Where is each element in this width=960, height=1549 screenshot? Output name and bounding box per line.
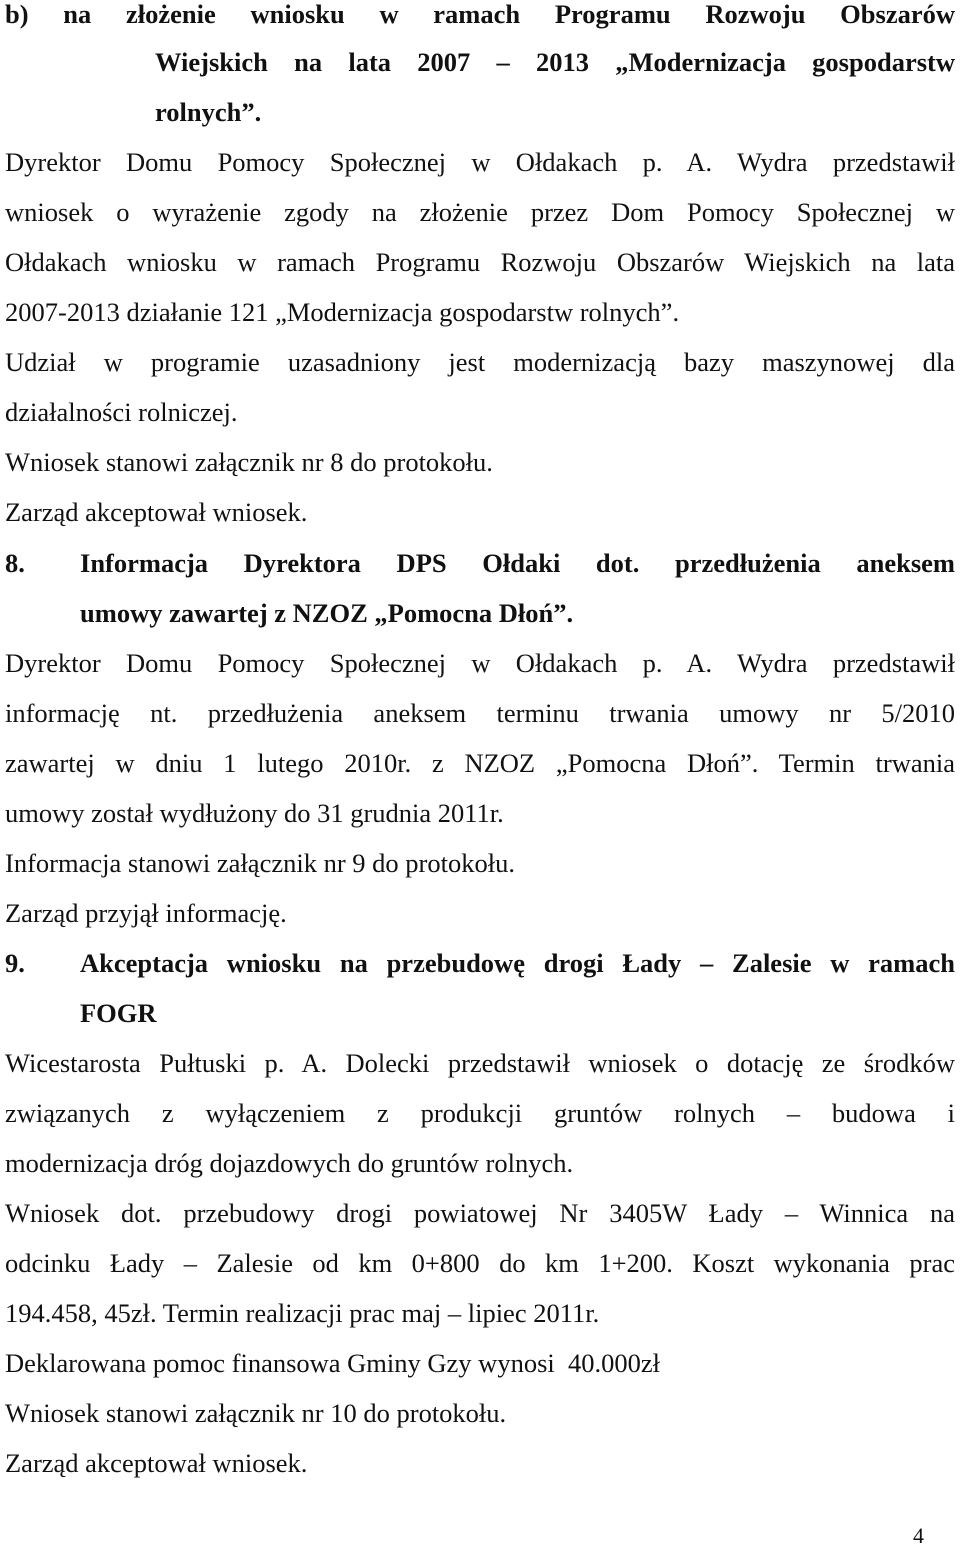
section-b-line-1: b) na złożenie wniosku w ramach Programu Rozwoju Obszarów bbox=[5, 0, 955, 29]
page-number: 4 bbox=[913, 1523, 924, 1548]
section-b-line-3: rolnych”. bbox=[155, 97, 262, 127]
paragraph-2-line-4: umowy został wydłużony do 31 grudnia 2011r. bbox=[5, 798, 504, 828]
paragraph-3-line-6: 194.458, 45zł. Termin realizacji prac maj – lipiec 2011r. bbox=[5, 1298, 600, 1328]
paragraph-3-line-7: Deklarowana pomoc finansowa Gminy Gzy wynosi 40.000zł bbox=[5, 1348, 660, 1378]
paragraph-2-line-6: Zarząd przyjął informację. bbox=[5, 898, 287, 928]
section-b-line-2: Wiejskich na lata 2007 – 2013 „Modernizacja gospodarstw bbox=[155, 47, 955, 77]
paragraph-3-line-2: związanych z wyłączeniem z produkcji gruntów rolnych – budowa i bbox=[5, 1098, 955, 1128]
paragraph-3-line-9: Zarząd akceptował wniosek. bbox=[5, 1448, 308, 1478]
paragraph-3-line-4: Wniosek dot. przebudowy drogi powiatowej Nr 3405W Łady – Winnica na bbox=[5, 1198, 955, 1228]
paragraph-1-line-5: Udział w programie uzasadniony jest modernizacją bazy maszynowej dla bbox=[5, 347, 955, 377]
paragraph-2-line-1: Dyrektor Domu Pomocy Społecznej w Ołdakach p. A. Wydra przedstawił bbox=[5, 648, 955, 678]
paragraph-1-line-3: Ołdakach wniosku w ramach Programu Rozwoju Obszarów Wiejskich na lata bbox=[5, 247, 955, 277]
paragraph-1-line-6: działalności rolniczej. bbox=[5, 397, 238, 427]
section-8-number: 8. bbox=[5, 548, 25, 578]
paragraph-1-line-2: wniosek o wyrażenie zgody na złożenie przez Dom Pomocy Społecznej w bbox=[5, 197, 955, 227]
paragraph-1-line-4: 2007-2013 działanie 121 „Modernizacja gospodarstw rolnych”. bbox=[5, 297, 680, 327]
paragraph-3-line-1: Wicestarosta Pułtuski p. A. Dolecki przedstawił wniosek o dotację ze środków bbox=[5, 1048, 955, 1078]
section-9-number: 9. bbox=[5, 948, 25, 978]
paragraph-3-line-5: odcinku Łady – Zalesie od km 0+800 do km 1+200. Koszt wykonania prac bbox=[5, 1248, 955, 1278]
paragraph-2-line-5: Informacja stanowi załącznik nr 9 do protokołu. bbox=[5, 848, 515, 878]
paragraph-3-line-8: Wniosek stanowi załącznik nr 10 do protokołu. bbox=[5, 1398, 507, 1428]
paragraph-1-line-1: Dyrektor Domu Pomocy Społecznej w Ołdakach p. A. Wydra przedstawił bbox=[5, 147, 955, 177]
paragraph-1-line-7: Wniosek stanowi załącznik nr 8 do protokołu. bbox=[5, 447, 493, 477]
paragraph-2-line-3: zawartej w dniu 1 lutego 2010r. z NZOZ „Pomocna Dłoń”. Termin trwania bbox=[5, 748, 955, 778]
paragraph-2-line-2: informację nt. przedłużenia aneksem terminu trwania umowy nr 5/2010 bbox=[5, 698, 955, 728]
section-8-heading-line-1: Informacja Dyrektora DPS Ołdaki dot. przedłużenia aneksem bbox=[80, 548, 955, 578]
section-8-heading-line-2: umowy zawartej z NZOZ „Pomocna Dłoń”. bbox=[80, 598, 574, 628]
section-9-heading-line-1: Akceptacja wniosku na przebudowę drogi Łady – Zalesie w ramach bbox=[80, 948, 955, 978]
paragraph-3-line-3: modernizacja dróg dojazdowych do gruntów rolnych. bbox=[5, 1148, 574, 1178]
paragraph-1-line-8: Zarząd akceptował wniosek. bbox=[5, 497, 308, 527]
section-9-heading-line-2: FOGR bbox=[80, 998, 157, 1028]
